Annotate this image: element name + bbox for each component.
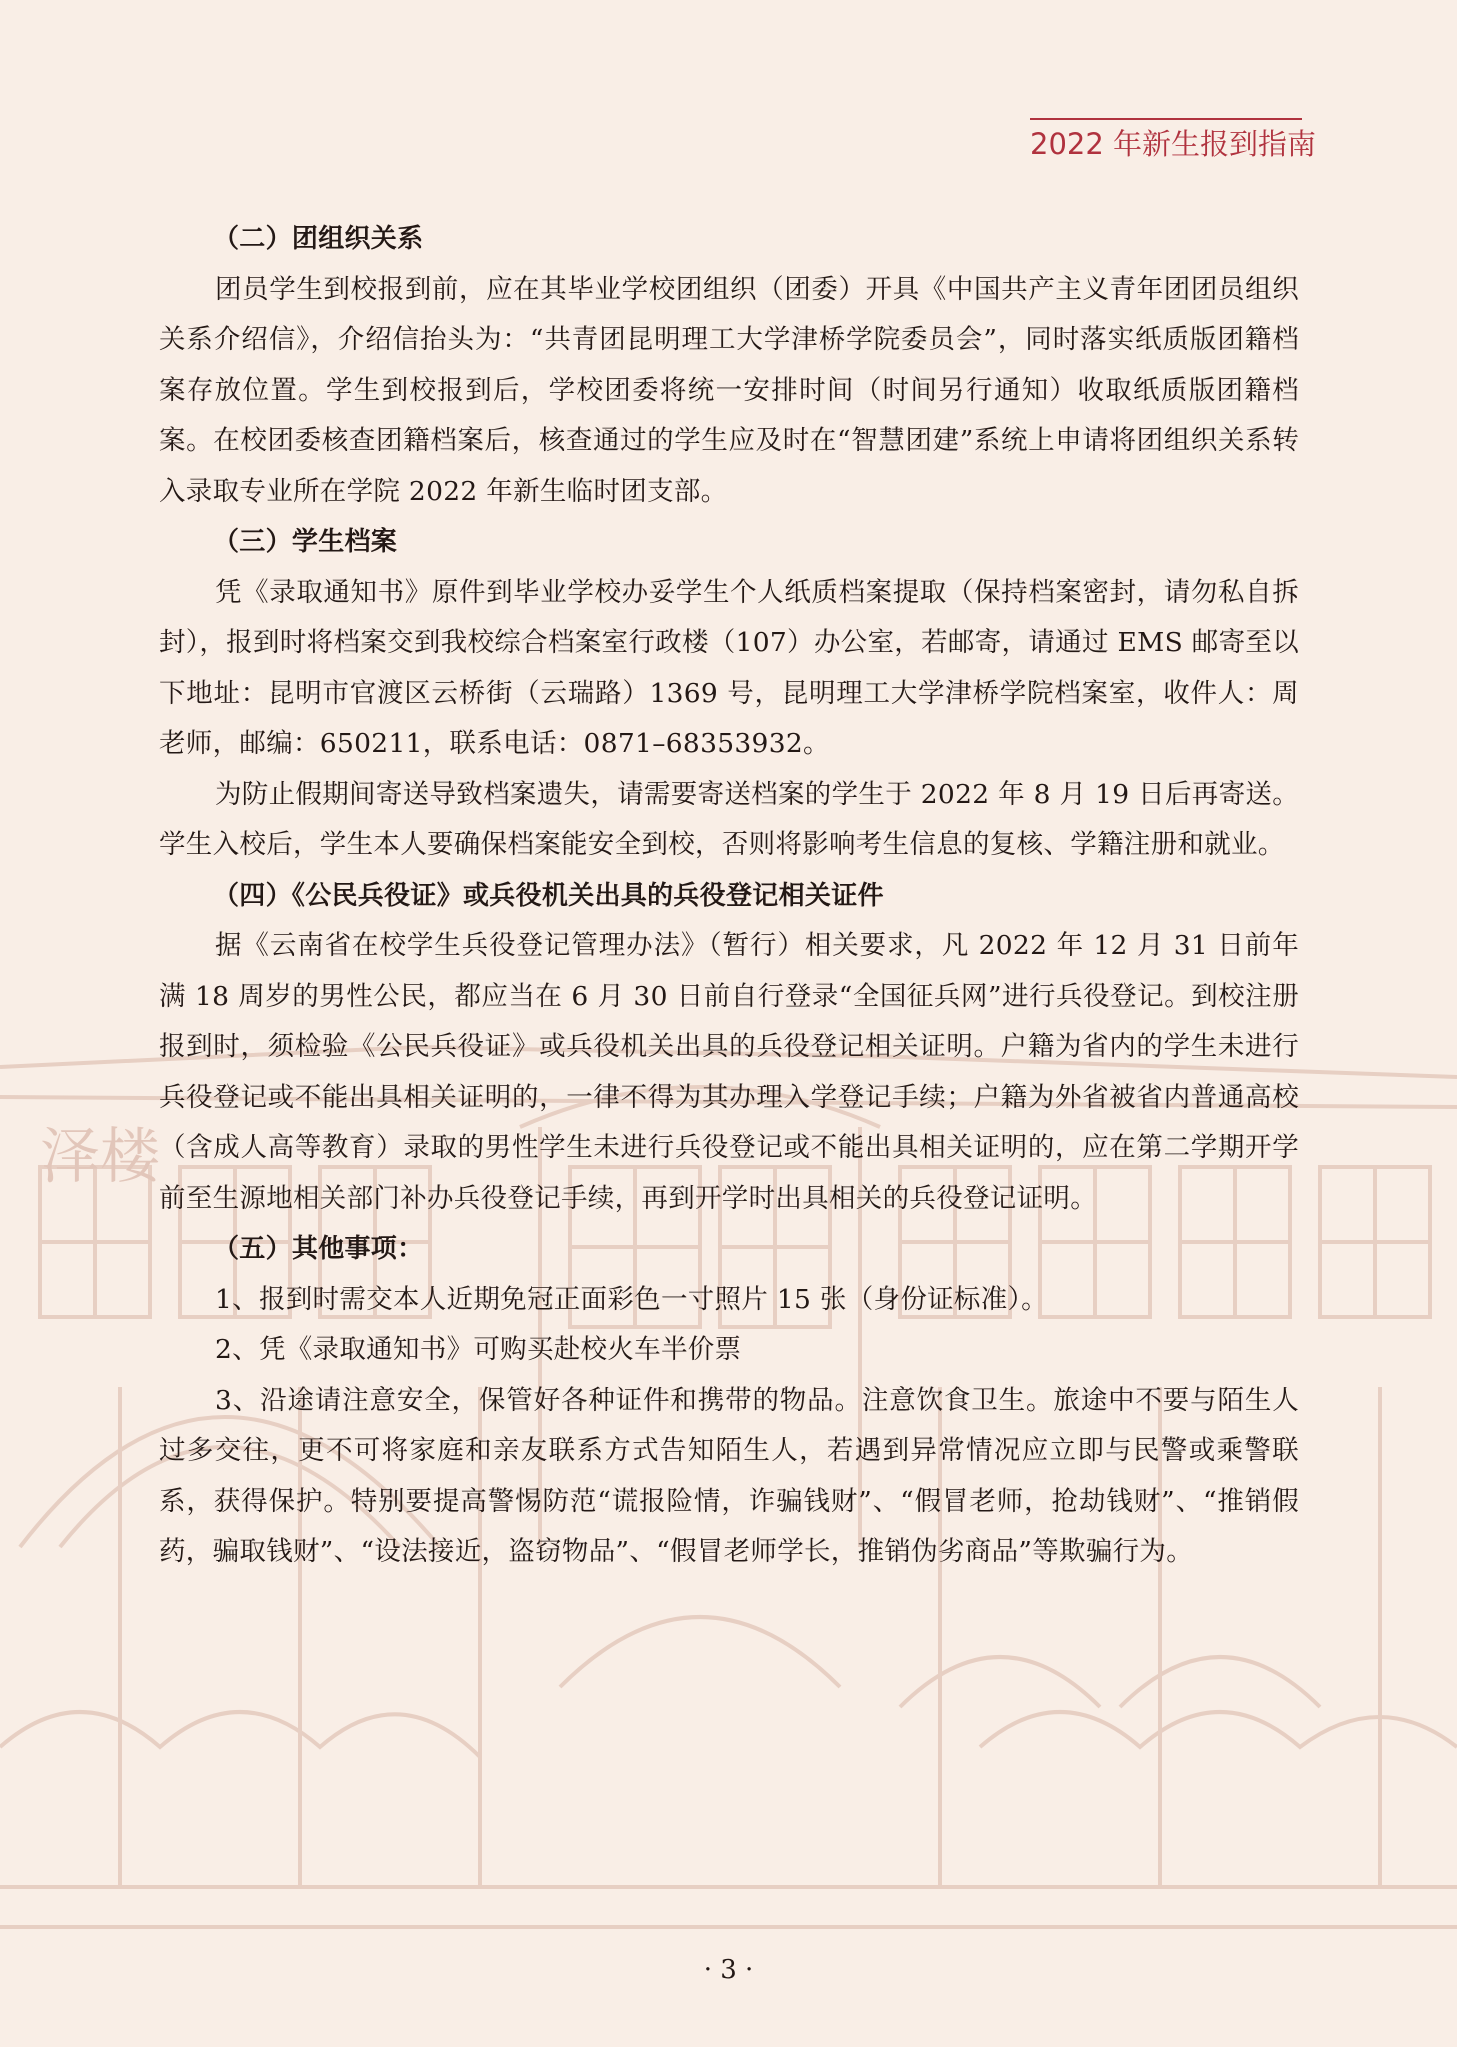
list-item-photos: 1、报到时需交本人近期免冠正面彩色一寸照片 15 张（身份证标准）。 (215, 1283, 1048, 1315)
paragraph-archives-submit: 凭《录取通知书》原件到毕业学校办妥学生个人纸质档案提取（保持档案密封，请勿私自拆封），报到时将档案交到我校综合档案室行政楼（107）办公室，若邮寄，请通过 EMS 邮寄至以下地址：昆明市官渡区云桥街（云瑞路）1369 号，昆明理工大学津桥学院档案室，收件人：周老师，邮编：650211，联系电话：0871–68353932。 (159, 576, 1299, 759)
section-heading-league: （二）团组织关系 (213, 224, 424, 254)
header-title: 2022 年新生报到指南 (1030, 127, 1317, 161)
list-item-train-ticket: 2、凭《录取通知书》可购买赴校火车半价票 (215, 1334, 742, 1365)
page-number: · 3 · (703, 1955, 754, 1985)
section-heading-military: （四）《公民兵役证》或兵役机关出具的兵役登记相关证件 (213, 880, 884, 911)
watermark-calligraphy: 泽楼 (40, 1122, 160, 1192)
section-heading-other: （五）其他事项： (213, 1234, 424, 1264)
page-header (1030, 118, 1317, 164)
paragraph-military-registration: 据《云南省在校学生兵役登记管理办法》（暂行）相关要求，凡 2022 年 12 月 31 日前年满 18 周岁的男性公民，都应当在 6 月 30 日前自行登录“全国征兵网”进行兵役登记。到校注册报到时，须检验《公民兵役证》或兵役机关出具的兵役登记相关证明。户籍为省内的学生未进行兵役登记或不能出具相关证明的，一律不得为其办理入学登记手续；户籍为外省被省内普通高校（含成人高等教育）录取的男性学生未进行兵役登记或不能出具相关证明的，应在第二学期开学前至生源地相关部门补办兵役登记手续，再到开学时出具相关的兵役登记证明。 (159, 930, 1299, 1214)
list-item-safety: 3、沿途请注意安全，保管好各种证件和携带的物品。注意饮食卫生。旅途中不要与陌生人过多交往，更不可将家庭和亲友联系方式告知陌生人，若遇到异常情况应立即与民警或乘警联系，获得保护。特别要提高警惕防范“谎报险情，诈骗钱财”、“假冒老师，抢劫钱财”、“推销假药，骗取钱财”、“设法接近，盗窃物品”、“假冒老师学长，推销伪劣商品”等欺骗行为。 (159, 1384, 1299, 1567)
paragraph-archives-mailing: 为防止假期间寄送导致档案遗失，请需要寄送档案的学生于 2022 年 8 月 19 日后再寄送。学生入校后，学生本人要确保档案能安全到校，否则将影响考生信息的复核、学籍注册和就业。 (159, 778, 1299, 860)
document-body (159, 214, 1299, 1578)
paragraph-league-relation: 团员学生到校报到前，应在其毕业学校团组织（团委）开具《中国共产主义青年团团员组织关系介绍信》，介绍信抬头为：“共青团昆明理工大学津桥学院委员会”，同时落实纸质版团籍档案存放位置。学生到校报到后，学校团委将统一安排时间（时间另行通知）收取纸质版团籍档案。在校团委核查团籍档案后，核查通过的学生应及时在“智慧团建”系统上申请将团组织关系转入录取专业所在学院 2022 年新生临时团支部。 (159, 273, 1299, 507)
header-rule (1030, 118, 1302, 120)
section-heading-archives: （三）学生档案 (213, 527, 398, 557)
